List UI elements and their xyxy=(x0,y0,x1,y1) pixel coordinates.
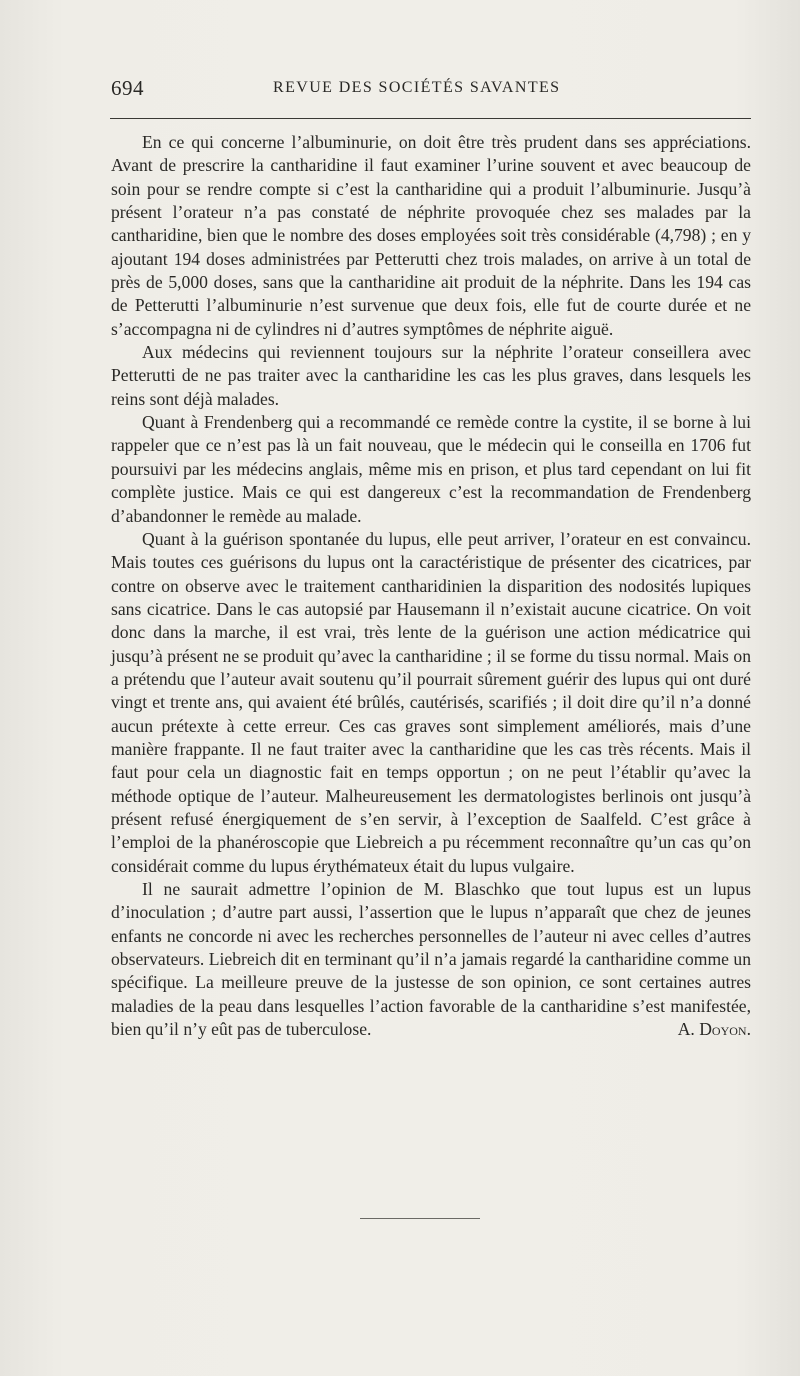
author-signature: A. Doyon. xyxy=(677,1019,751,1040)
paragraph-nephritis-advice: Aux médecins qui reviennent toujours sur la néphrite l’orateur conseillera avec Petterutti de ne pas traiter avec la cantharidine les cas les plus graves, dans lesquels les reins sont déjà malades. xyxy=(111,342,751,409)
end-rule xyxy=(360,1218,480,1219)
paragraph-frendenberg: Quant à Frendenberg qui a recommandé ce remède contre la cystite, il se borne à lui rappeler que ce n’est pas là un fait nouveau, que le médecin qui le conseilla en 1706 fut poursuivi par les médecins anglais, même mis en prison, et plus tard cependant on lui fit complète justice. Mais ce qui est dangereux c’est la recommandation de Frendenberg d’abandonner le remède au malade. xyxy=(111,412,751,526)
paragraph-spontaneous-healing: Quant à la guérison spontanée du lupus, elle peut arriver, l’orateur en est convaincu. Mais toutes ces guérisons du lupus ont la caractéristique de présenter des cicatrices, par contre on observe avec le traitement cantharidinien la disparition des nodosités lupiques sans cicatrice. Dans le cas autopsié par Hausemann il n’existait aucune cicatrice. On voit donc dans la marche, il est vrai, très lente de la guérison une action médicatrice qui jusqu’à présent ne se produit qu’avec la cantharidine ; il se forme du tissu normal. Mais on a prétendu que l’auteur avait soutenu qu’il pourrait sûrement guérir des lupus qui ont duré vingt et trente ans, qui avaient été brûlés, cautérisés, scarifiés ; il doit dire qu’il n’a donné aucun prétexte à cette erreur. Ces cas graves sont simplement améliorés, mais d’une manière frappante. Il ne faut traiter avec la cantharidine que les cas très récents. Mais il faut pour cela un diagnostic fait en temps opportun ; on ne peut l’établir qu’avec la méthode optique de l’auteur. Malheureusement les dermatologistes berlinois ont jusqu’à présent refusé énergiquement de s’en servir, à l’exception de Saalfeld. C’est grâce à l’emploi de la phanéroscopie que Liebreich a pu récemment reconnaître qu’un cas qu’on considérait comme du lupus érythémateux était du lupus vulgaire. xyxy=(111,528,751,876)
header-rule xyxy=(110,118,751,119)
page-header xyxy=(111,76,751,106)
article-body xyxy=(111,131,751,1041)
paragraph-albuminuria: En ce qui concerne l’albuminurie, on doit être très prudent dans ses appréciations. Avant de prescrire la cantharidine il faut examiner l’urine souvent et avec beaucoup de soin pour se rendre compte si c’est la cantharidine qui a produit l’albuminurie. Jusqu’à présent l’orateur n’a pas constaté de néphrite provoquée chez ses malades par la cantharidine, bien que le nombre des doses employées soit très considérable (4,798) ; en y ajoutant 194 doses administrées par Petterutti chez trois malades, on arrive à un total de près de 5,000 doses, sans que la cantharidine ait produit de la néphrite. Dans les 194 cas de Petterutti l’albuminurie n’est survenue que deux fois, elle fut de courte durée et ne s’accompagna ni de cylindres ni d’autres symptômes de néphrite aiguë. xyxy=(111,132,751,339)
running-title: REVUE DES SOCIÉTÉS SAVANTES xyxy=(273,79,561,96)
paragraph-conclusion xyxy=(111,878,751,1041)
page-number: 694 xyxy=(111,76,144,100)
paragraph-conclusion-text: Il ne saurait admettre l’opinion de M. Blaschko que tout lupus est un lupus d’inoculation ; d’autre part aussi, l’assertion que le lupus n’apparaît que chez de jeunes enfants ne concorde ni avec les recherches personnelles de l’auteur ni avec celles d’autres observateurs. Liebreich dit en terminant qu’il n’a jamais regardé la cantharidine comme un spécifique. La meilleure preuve de la justesse de son opinion, ce sont certaines autres maladies de la peau dans lesquelles l’action favorable de la cantharidine s’est manifestée, bien qu’il n’y eût pas de tuberculose. xyxy=(111,879,751,1040)
